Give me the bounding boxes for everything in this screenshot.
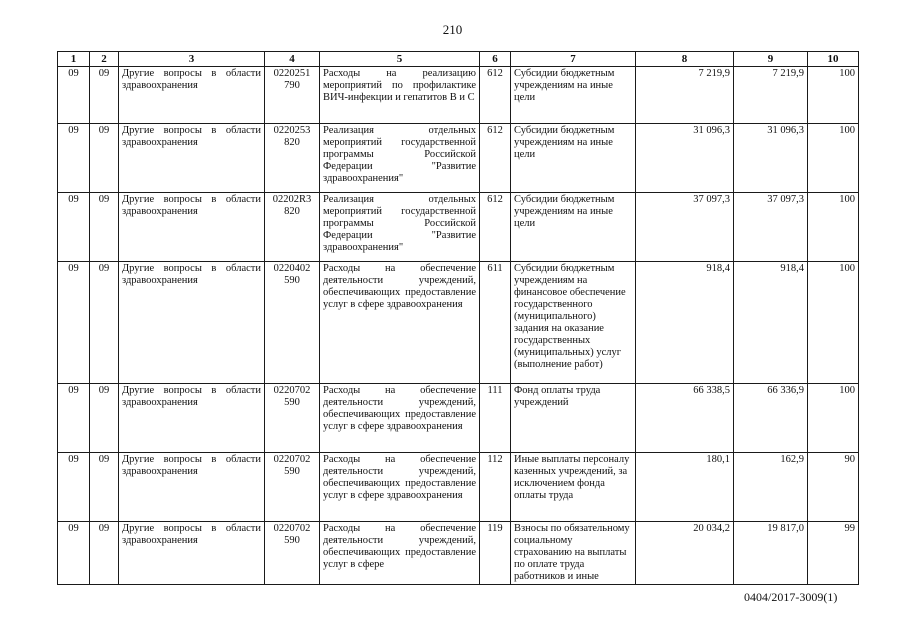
subsection-code: 09 [90, 384, 119, 453]
executed-amount: 918,4 [734, 262, 808, 384]
column-header: 1 [58, 52, 90, 67]
executed-amount: 162,9 [734, 453, 808, 522]
target-article: 02202R3 820 [265, 193, 320, 262]
expense-type-code: 111 [480, 384, 511, 453]
subsection-name: Другие вопросы в области здравоохранения [119, 453, 265, 522]
page-number: 210 [442, 22, 463, 37]
expense-description: Расходы на обеспечение деятельности учреждений, обеспечивающих предоставление услуг в сфере здравоохранения [320, 453, 480, 522]
expense-description: Расходы на реализацию мероприятий по профилактике ВИЧ-инфекции и гепатитов В и С [320, 67, 480, 124]
target-article: 0220702 590 [265, 522, 320, 585]
budget-table [57, 51, 859, 585]
subsection-name: Другие вопросы в области здравоохранения [119, 522, 265, 585]
target-article: 0220402 590 [265, 262, 320, 384]
table-row [58, 262, 859, 384]
expense-type-code: 611 [480, 262, 511, 384]
subsection-name: Другие вопросы в области здравоохранения [119, 193, 265, 262]
subsection-name: Другие вопросы в области здравоохранения [119, 384, 265, 453]
section-code: 09 [58, 67, 90, 124]
column-header: 10 [808, 52, 859, 67]
subsection-code: 09 [90, 67, 119, 124]
planned-amount: 7 219,9 [636, 67, 734, 124]
column-header: 5 [320, 52, 480, 67]
target-article: 0220251 790 [265, 67, 320, 124]
table-row [58, 67, 859, 124]
execution-percent: 99 [808, 522, 859, 585]
expense-type-code: 119 [480, 522, 511, 585]
target-article: 0220702 590 [265, 384, 320, 453]
executed-amount: 19 817,0 [734, 522, 808, 585]
table-row [58, 522, 859, 585]
column-header: 8 [636, 52, 734, 67]
column-header: 2 [90, 52, 119, 67]
execution-percent: 100 [808, 67, 859, 124]
table-row [58, 124, 859, 193]
subsection-code: 09 [90, 262, 119, 384]
section-code: 09 [58, 384, 90, 453]
executed-amount: 66 336,9 [734, 384, 808, 453]
target-article: 0220702 590 [265, 453, 320, 522]
expense-type-name: Субсидии бюджетным учреждениям на иные цели [511, 124, 636, 193]
planned-amount: 918,4 [636, 262, 734, 384]
expense-type-code: 612 [480, 124, 511, 193]
expense-type-name: Субсидии бюджетным учреждениям на иные цели [511, 193, 636, 262]
expense-type-code: 112 [480, 453, 511, 522]
header-row [58, 52, 859, 67]
expense-description: Расходы на обеспечение деятельности учреждений, обеспечивающих предоставление услуг в сфере здравоохранения [320, 262, 480, 384]
table-row [58, 193, 859, 262]
expense-type-code: 612 [480, 67, 511, 124]
column-header: 3 [119, 52, 265, 67]
execution-percent: 100 [808, 262, 859, 384]
expense-description: Расходы на обеспечение деятельности учреждений, обеспечивающих предоставление услуг в сфере здравоохранения [320, 384, 480, 453]
execution-percent: 90 [808, 453, 859, 522]
subsection-code: 09 [90, 124, 119, 193]
expense-type-name: Фонд оплаты труда учреждений [511, 384, 636, 453]
target-article: 0220253 820 [265, 124, 320, 193]
section-code: 09 [58, 522, 90, 585]
section-code: 09 [58, 193, 90, 262]
section-code: 09 [58, 124, 90, 193]
planned-amount: 37 097,3 [636, 193, 734, 262]
executed-amount: 7 219,9 [734, 67, 808, 124]
planned-amount: 180,1 [636, 453, 734, 522]
planned-amount: 20 034,2 [636, 522, 734, 585]
subsection-name: Другие вопросы в области здравоохранения [119, 262, 265, 384]
subsection-name: Другие вопросы в области здравоохранения [119, 124, 265, 193]
expense-type-name: Субсидии бюджетным учреждениям на финансовое обеспечение государственного (муниципального) задания на оказание государственных (муниципальных) услуг (выполнение работ) [511, 262, 636, 384]
planned-amount: 31 096,3 [636, 124, 734, 193]
column-header: 4 [265, 52, 320, 67]
expense-type-code: 612 [480, 193, 511, 262]
subsection-name: Другие вопросы в области здравоохранения [119, 67, 265, 124]
expense-type-name: Иные выплаты персоналу казенных учреждений, за исключением фонда оплаты труда [511, 453, 636, 522]
expense-type-name: Субсидии бюджетным учреждениям на иные цели [511, 67, 636, 124]
document-code: 0404/2017-3009(1) [744, 590, 838, 604]
column-header: 9 [734, 52, 808, 67]
execution-percent: 100 [808, 193, 859, 262]
column-header: 7 [511, 52, 636, 67]
table-row [58, 384, 859, 453]
expense-description: Реализация отдельных мероприятий государственной программы Российской Федерации "Развитие здравоохранения" [320, 193, 480, 262]
execution-percent: 100 [808, 384, 859, 453]
section-code: 09 [58, 262, 90, 384]
subsection-code: 09 [90, 522, 119, 585]
section-code: 09 [58, 453, 90, 522]
executed-amount: 31 096,3 [734, 124, 808, 193]
subsection-code: 09 [90, 453, 119, 522]
execution-percent: 100 [808, 124, 859, 193]
expense-type-name: Взносы по обязательному социальному страхованию на выплаты по оплате труда работников и иные [511, 522, 636, 585]
column-header: 6 [480, 52, 511, 67]
executed-amount: 37 097,3 [734, 193, 808, 262]
table-row [58, 453, 859, 522]
planned-amount: 66 338,5 [636, 384, 734, 453]
expense-description: Реализация отдельных мероприятий государственной программы Российской Федерации "Развитие здравоохранения" [320, 124, 480, 193]
expense-description: Расходы на обеспечение деятельности учреждений, обеспечивающих предоставление услуг в сфере [320, 522, 480, 585]
subsection-code: 09 [90, 193, 119, 262]
